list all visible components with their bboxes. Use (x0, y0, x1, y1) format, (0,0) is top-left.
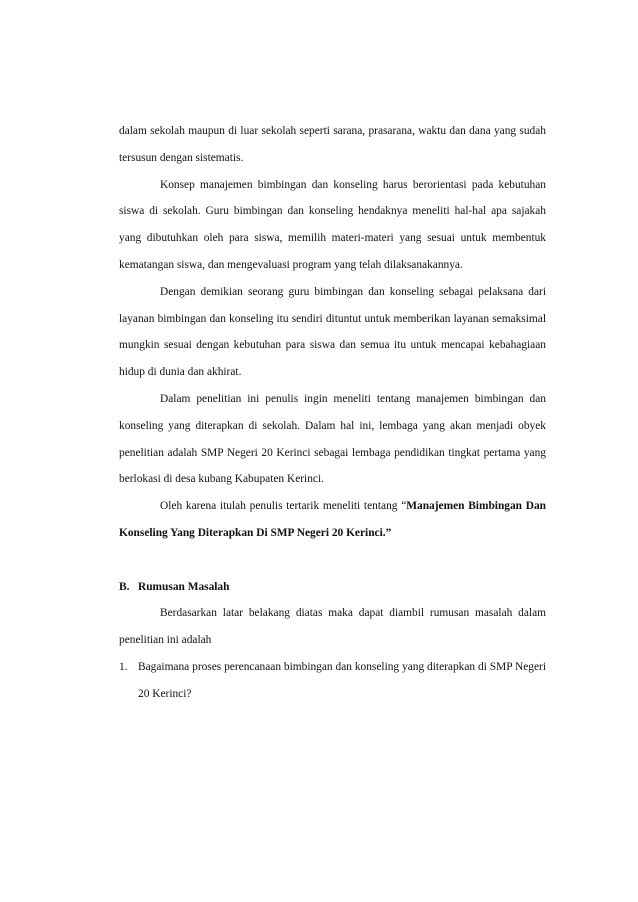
section-intro-paragraph: Berdasarkan latar belakang diatas maka dapat diambil rumusan masalah dalam penelitian ini adalah (119, 607, 546, 647)
list-item-text: Bagaimana proses perencanaan bimbingan dan konseling yang diterapkan di SMP Negeri 20 Kerinci? (138, 660, 546, 700)
paragraph-plain-text: Oleh karena itulah penulis tertarik meneliti tentang “ (160, 500, 407, 513)
document-body (119, 118, 546, 708)
list-item-number: 1. (119, 660, 128, 673)
paragraph-konsep-manajemen: Konsep manajemen bimbingan dan konseling harus berorientasi pada kebutuhan siswa di sekolah. Guru bimbingan dan konseling hendaknya meneliti hal-hal apa sajakah yang dibutuhkan oleh para siswa, memilih materi-materi yang sesuai untuk membentuk kematangan siswa, dan mengevaluasi program yang telah dilaksanakannya. (119, 178, 546, 271)
research-title-bold: Manajemen Bimbingan Dan Konseling Yang Diterapkan Di SMP Negeri 20 Kerinci.” (119, 500, 546, 539)
paragraph-guru-bimbingan: Dengan demikian seorang guru bimbingan dan konseling sebagai pelaksana dari layanan bimbingan dan konseling itu sendiri dituntut untuk memberikan layanan semaksimal mungkin sesuai dengan kebutuhan para siswa dan semua itu untuk mencapai kebahagiaan hidup di dunia dan akhirat. (119, 285, 546, 379)
section-heading (119, 574, 546, 601)
paragraph-penelitian: Dalam penelitian ini penulis ingin meneliti tentang manajemen bimbingan dan konseling yang diterapkan di sekolah. Dalam hal ini, lembaga yang akan menjadi obyek penelitian adalah SMP Negeri 20 Kerinci sebagai lembaga pendidikan tingkat pertama yang berlokasi di desa kubang Kabupaten Kerinci. (119, 392, 546, 486)
section-number: B. (119, 580, 130, 593)
paragraph-continuation: dalam sekolah maupun di luar sekolah seperti sarana, prasarana, waktu dan dana yang sudah tersusun dengan sistematis. (119, 125, 546, 164)
paragraph-judul-penelitian (119, 493, 546, 547)
section-title: Rumusan Masalah (138, 580, 230, 593)
list-item (119, 654, 546, 708)
